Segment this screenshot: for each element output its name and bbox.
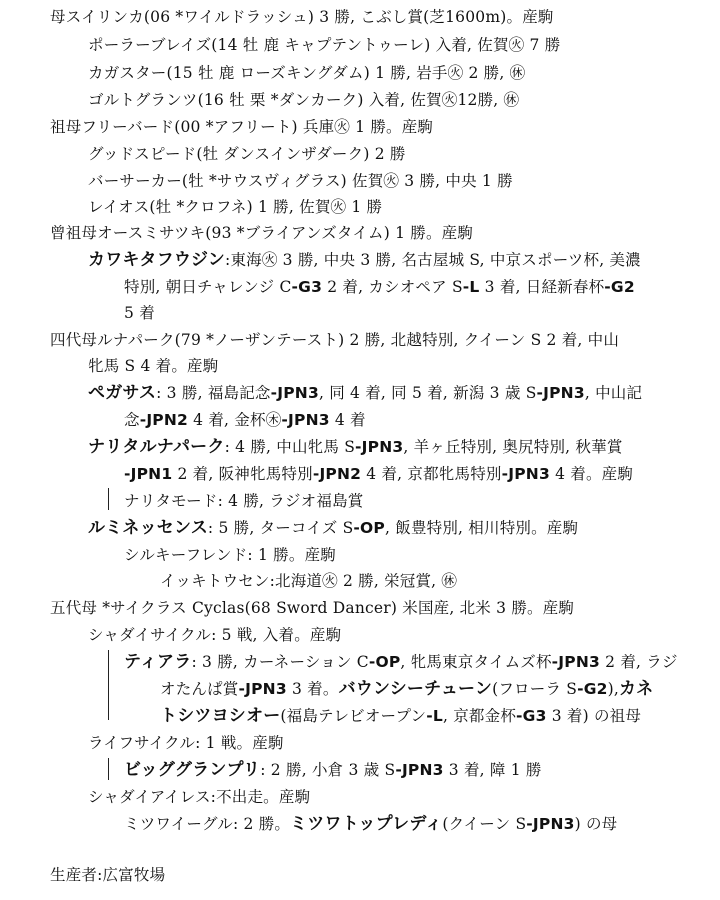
offspring-line: ナリタモード: 4 勝, ラジオ福島賞 <box>124 492 364 510</box>
offspring-line: ルミネッセンス: 5 勝, ターコイズ S-OP, 飯豊特別, 相川特別。産駒 <box>88 518 579 538</box>
fourth-dam-line-cont: 牝馬 S 4 着。産駒 <box>88 357 219 375</box>
offspring-line: ライフサイクル: 1 戦。産駒 <box>88 734 284 752</box>
offspring-line-cont: 念-JPN2 4 着, 金杯㊍-JPN3 4 着 <box>124 411 366 429</box>
offspring-line: グッドスピード(牡 ダンスインザダーク) 2 勝 <box>88 145 406 163</box>
lineage-bar <box>108 488 109 510</box>
offspring-line: レイオス(牡 *クロフネ) 1 勝, 佐賀㊋ 1 勝 <box>88 198 383 216</box>
offspring-line: ティアラ: 3 勝, カーネーション C-OP, 牝馬東京タイムズ杯-JPN3 2 着, ラジ <box>124 652 678 672</box>
offspring-line: バーサーカー(牡 *サウスヴィグラス) 佐賀㊋ 3 勝, 中央 1 勝 <box>88 172 513 190</box>
offspring-line: ナリタルナパーク: 4 勝, 中山牝馬 S-JPN3, 羊ヶ丘特別, 奥尻特別, 秋華賞 <box>88 437 623 457</box>
offspring-line-cont: オたんぱ賞-JPN3 3 着。バウンシーチューン(フローラ S-G2),カネ <box>160 679 654 699</box>
lineage-bar <box>108 758 109 780</box>
granddam-line: 祖母フリーバード(00 *アフリート) 兵庫㊋ 1 勝。産駒 <box>50 118 434 136</box>
great-granddam-line: 曾祖母オースミサツキ(93 *ブライアンズタイム) 1 勝。産駒 <box>50 224 474 242</box>
horse-name: バウンシーチューン <box>338 679 493 699</box>
horse-name: ビッググランプリ <box>124 760 261 780</box>
horse-name: ペガサス <box>88 383 157 403</box>
breeder-line: 生産者:広富牧場 <box>50 866 166 884</box>
fifth-dam-line: 五代母 *サイクラス Cyclas(68 Sword Dancer) 米国産, 北米 3 勝。産駒 <box>50 599 575 617</box>
offspring-line: イッキトウセン:北海道㊋ 2 勝, 栄冠賞, ㊡ <box>160 572 458 590</box>
horse-name: ナリタルナパーク <box>88 437 225 457</box>
offspring-line: ミツワイーグル: 2 勝。ミツワトップレディ(クイーン S-JPN3) の母 <box>124 814 618 834</box>
fourth-dam-line: 四代母ルナパーク(79 *ノーザンテースト) 2 勝, 北越特別, クイーン S 2 着, 中山 <box>50 331 620 349</box>
offspring-line-cont: 5 着 <box>124 304 155 322</box>
offspring-line: シルキーフレンド: 1 勝。産駒 <box>124 546 336 564</box>
offspring-line-cont: 特別, 朝日チャレンジ C-G3 2 着, カシオペア S-L 3 着, 日経新春杯-G2 <box>124 278 635 296</box>
horse-name: ミツワトップレディ <box>290 814 443 834</box>
horse-name: カワキタフウジン <box>88 250 226 270</box>
offspring-line-cont: トシツヨシオー(福島テレビオープン-L, 京都金杯-G3 3 着) の祖母 <box>160 706 642 726</box>
offspring-line-cont: -JPN1 2 着, 阪神牝馬特別-JPN2 4 着, 京都牝馬特別-JPN3 4 着。産駒 <box>124 465 634 483</box>
offspring-line: ビッググランプリ: 2 勝, 小倉 3 歳 S-JPN3 3 着, 障 1 勝 <box>124 760 542 780</box>
offspring-line: ペガサス: 3 勝, 福島記念-JPN3, 同 4 着, 同 5 着, 新潟 3 歳 S-JPN3, 中山記 <box>88 383 643 403</box>
horse-name: ルミネッセンス <box>88 518 208 538</box>
horse-name: カネ <box>619 679 654 699</box>
offspring-line: シャダイサイクル: 5 戦, 入着。産駒 <box>88 626 342 644</box>
offspring-line: シャダイアイレス:不出走。産駒 <box>88 788 311 806</box>
lineage-bar <box>108 650 109 720</box>
offspring-line: ゴルトグランツ(16 牡 栗 *ダンカーク) 入着, 佐賀㊋12勝, ㊡ <box>88 91 520 109</box>
dam-line: 母スイリンカ(06 *ワイルドラッシュ) 3 勝, こぶし賞(芝1600m)。産駒 <box>50 8 554 26</box>
offspring-line: ポーラーブレイズ(14 牡 鹿 キャプテントゥーレ) 入着, 佐賀㊋ 7 勝 <box>88 36 561 54</box>
horse-name: トシツヨシオー <box>160 706 281 726</box>
offspring-line: カガスター(15 牡 鹿 ローズキングダム) 1 勝, 岩手㊋ 2 勝, ㊡ <box>88 64 526 82</box>
offspring-line: カワキタフウジン:東海㊋ 3 勝, 中央 3 勝, 名古屋城 S, 中京スポーツ杯, 美濃 <box>88 250 641 270</box>
horse-name: ティアラ <box>124 652 192 672</box>
